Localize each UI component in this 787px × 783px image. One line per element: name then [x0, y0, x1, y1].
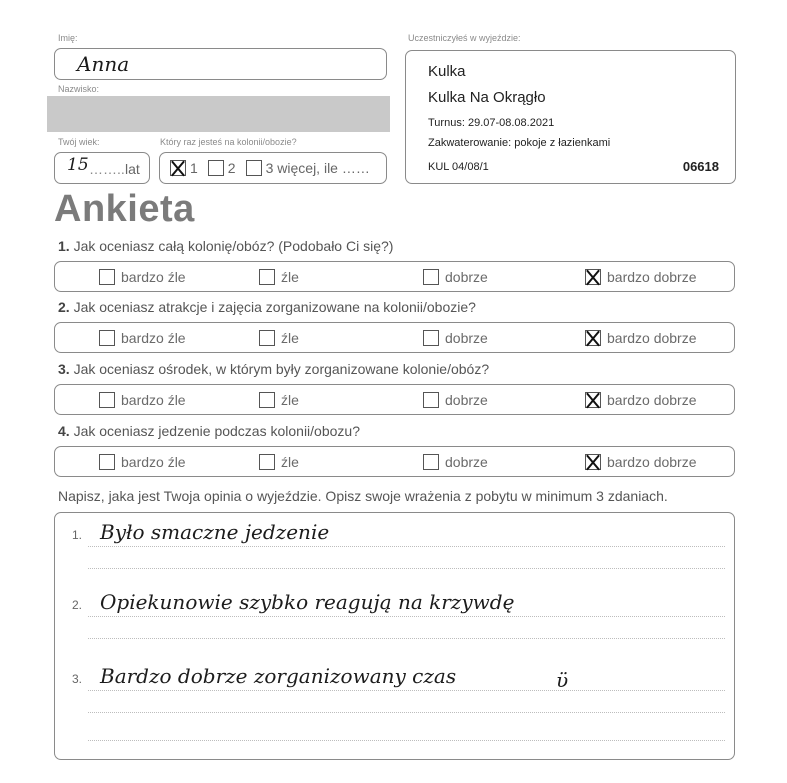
which-time-checkbox-3[interactable] — [246, 160, 262, 176]
accommodation-label: Zakwaterowanie: — [428, 137, 512, 149]
which-time-checkbox-1[interactable] — [170, 160, 186, 176]
question-3-options — [54, 384, 735, 415]
option-4[interactable] — [585, 330, 697, 346]
checkbox[interactable] — [585, 454, 601, 470]
checkbox[interactable] — [423, 392, 439, 408]
option-label: źle — [281, 268, 299, 285]
question-4-text — [58, 423, 360, 439]
page-title: Ankieta — [54, 188, 195, 230]
option-1[interactable] — [99, 392, 186, 408]
writing-rule — [88, 740, 725, 741]
accommodation-value: pokoje z łazienkami — [514, 137, 611, 149]
opinion-box[interactable] — [54, 512, 735, 760]
option-label: dobrze — [445, 268, 488, 285]
opinion-line-number: 3. — [72, 672, 83, 686]
option-label: bardzo dobrze — [607, 329, 697, 346]
camp-full-name: Kulka Na Okrągło — [428, 89, 546, 106]
question-1-options — [54, 261, 735, 292]
writing-rule — [88, 568, 725, 569]
checkbox[interactable] — [585, 392, 601, 408]
checkbox[interactable] — [259, 392, 275, 408]
option-label: bardzo źle — [121, 453, 186, 470]
option-2[interactable] — [259, 269, 299, 285]
form-number: 06618 — [682, 159, 719, 174]
participant-card — [405, 50, 736, 184]
question-2-options — [54, 322, 735, 353]
name-label: Imię: — [58, 33, 78, 43]
writing-rule — [88, 546, 725, 547]
which-time-checkbox-2[interactable] — [208, 160, 224, 176]
option-label: bardzo źle — [121, 268, 186, 285]
turnus-label: Turnus: — [428, 117, 465, 129]
option-2[interactable] — [259, 392, 299, 408]
option-label: źle — [281, 391, 299, 408]
question-4-options — [54, 446, 735, 477]
question-number: 2. — [58, 299, 70, 315]
participant-label: Uczestniczyłeś w wyjeździe: — [408, 33, 521, 43]
option-label: bardzo dobrze — [607, 391, 697, 408]
option-1[interactable] — [99, 454, 186, 470]
option-label: dobrze — [445, 453, 488, 470]
option-2[interactable] — [259, 454, 299, 470]
age-unit: lat — [125, 161, 140, 177]
name-field[interactable] — [54, 48, 387, 80]
option-3[interactable] — [423, 392, 488, 408]
which-time-label: Który raz jesteś na kolonii/obozie? — [160, 137, 297, 147]
option-1[interactable] — [99, 269, 186, 285]
checkbox[interactable] — [585, 330, 601, 346]
question-number: 4. — [58, 423, 70, 439]
checkbox[interactable] — [423, 330, 439, 346]
option-4[interactable] — [585, 269, 697, 285]
checkbox[interactable] — [99, 392, 115, 408]
option-label: źle — [281, 453, 299, 470]
turnus-value: 29.07-08.08.2021 — [467, 117, 555, 129]
age-label: Twój wiek: — [58, 137, 100, 147]
checkbox[interactable] — [259, 454, 275, 470]
question-label: Jak oceniasz jedzenie podczas kolonii/obozu? — [73, 423, 360, 439]
option-label: bardzo dobrze — [607, 453, 697, 470]
checkbox[interactable] — [259, 330, 275, 346]
which-time-opt2-label: 2 — [227, 160, 236, 176]
opinion-handwriting: Opiekunowie szybko reagują na krzywdę — [100, 590, 515, 614]
option-label: dobrze — [445, 329, 488, 346]
opinion-line-number: 2. — [72, 598, 83, 612]
opinion-handwriting: Bardzo dobrze zorganizowany czas — [100, 664, 457, 688]
surname-label: Nazwisko: — [58, 84, 100, 94]
question-number: 3. — [58, 361, 70, 377]
writing-rule — [88, 616, 725, 617]
checkbox[interactable] — [423, 269, 439, 285]
camp-name: Kulka — [428, 63, 466, 80]
camp-code: KUL 04/08/1 — [428, 161, 489, 173]
option-3[interactable] — [423, 330, 488, 346]
question-number: 1. — [58, 238, 70, 254]
which-time-opt3-label: 3 więcej, ile …… — [265, 160, 370, 176]
age-value: 15 — [67, 155, 89, 175]
age-dots: …….. — [89, 161, 125, 177]
opinion-prompt: Napisz, jaka jest Twoja opinia o wyjeździe. Opisz swoje wrażenia z pobytu w minimum 3 zdaniach. — [58, 488, 668, 504]
option-3[interactable] — [423, 454, 488, 470]
option-label: źle — [281, 329, 299, 346]
question-label: Jak oceniasz całą kolonię/obóz? (Podobało Ci się?) — [73, 238, 394, 254]
checkbox[interactable] — [99, 330, 115, 346]
opinion-handwriting: Było smaczne jedzenie — [100, 520, 330, 544]
option-3[interactable] — [423, 269, 488, 285]
checkbox[interactable] — [99, 454, 115, 470]
question-1-text — [58, 238, 393, 254]
option-label: bardzo źle — [121, 391, 186, 408]
option-label: dobrze — [445, 391, 488, 408]
writing-rule — [88, 690, 725, 691]
option-label: bardzo źle — [121, 329, 186, 346]
option-label: bardzo dobrze — [607, 268, 697, 285]
option-4[interactable] — [585, 392, 697, 408]
which-time-field — [159, 152, 387, 184]
question-label: Jak oceniasz atrakcje i zajęcia zorganizowane na kolonii/obozie? — [73, 299, 476, 315]
checkbox[interactable] — [99, 269, 115, 285]
which-time-opt1-label: 1 — [190, 160, 198, 176]
question-3-text — [58, 361, 489, 377]
name-value: Anna — [77, 52, 130, 76]
question-2-text — [58, 299, 476, 315]
opinion-line-number: 1. — [72, 528, 83, 542]
question-label: Jak oceniasz ośrodek, w którym były zorganizowane kolonie/obóz? — [73, 361, 490, 377]
checkbox[interactable] — [585, 269, 601, 285]
writing-rule — [88, 712, 725, 713]
surname-redacted — [47, 96, 390, 132]
smiley-doodle: ϋ — [556, 668, 569, 692]
option-1[interactable] — [99, 330, 186, 346]
checkbox[interactable] — [259, 269, 275, 285]
writing-rule — [88, 638, 725, 639]
checkbox[interactable] — [423, 454, 439, 470]
option-4[interactable] — [585, 454, 697, 470]
option-2[interactable] — [259, 330, 299, 346]
age-field[interactable] — [54, 152, 150, 184]
